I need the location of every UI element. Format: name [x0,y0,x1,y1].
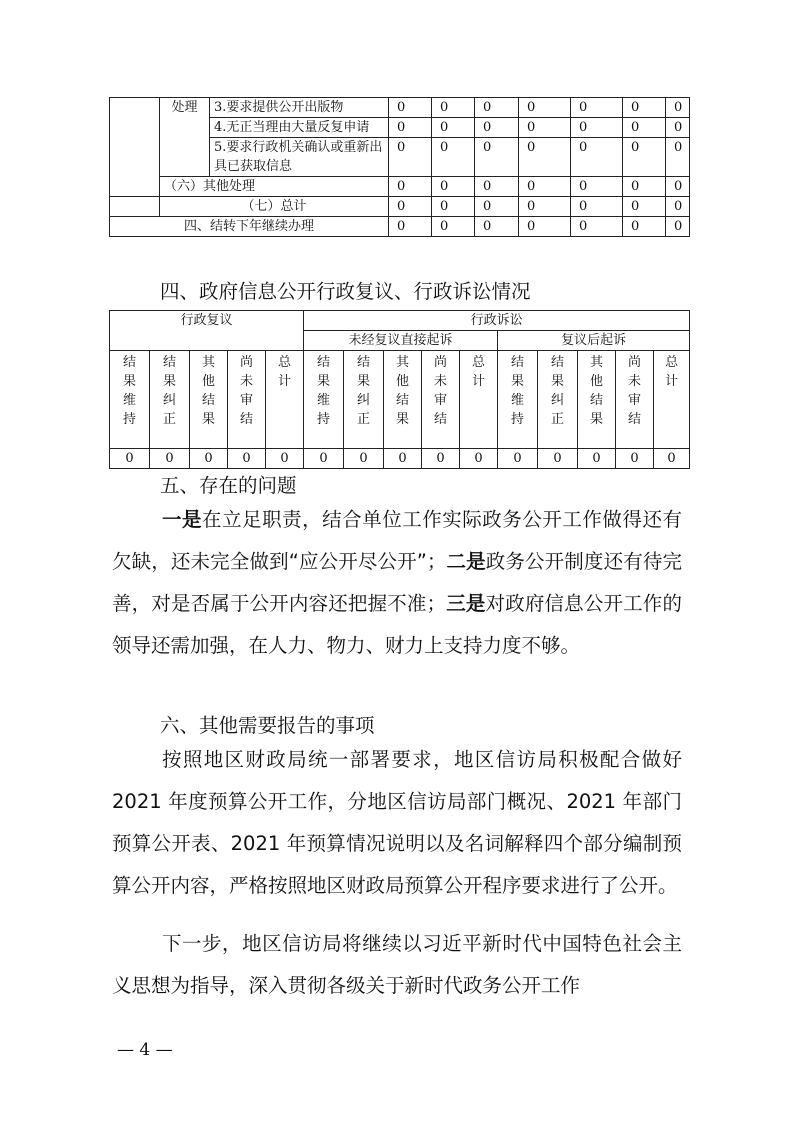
table-cell: 0 [384,449,422,469]
group-label: 处理 [160,98,210,177]
column-header: 其他结果 [190,351,228,449]
table-cell: 0 [623,138,666,177]
table-cell: 0 [190,449,228,469]
row-label: 4.无正当理由大量反复申请 [210,118,389,138]
table-row [110,98,690,118]
section-6-paragraph-1: 按照地区财政局统一部署要求，地区信访局积极配合做好 2021 年度预算公开工作，分地区信访局部门概况、2021 年部门预算公开表、2021 年预算情况说明以及名词解释四个部分编制预算公开内容，严格按照地区财政局预算公开程序要求进行了公开。 [112,748,682,897]
table-cell: 0 [432,177,475,197]
litigation-header: 行政诉讼 [304,311,690,331]
table-cell: 0 [571,118,623,138]
row-label: （七）总计 [160,197,389,217]
table-cell: 0 [475,177,519,197]
point-2-text: 政务公开制度还有待完善，对是否属于公开内容还把握不准； [112,550,682,615]
column-header: 结果纠正 [150,351,190,449]
table-row [110,449,690,469]
table-cell: 0 [623,98,666,118]
column-header: 结果维持 [498,351,538,449]
section-6-paragraph-2: 下一步，地区信访局将继续以习近平新时代中国特色社会主义思想为指导，深入贯彻各级关于新时代政务公开工作 [112,932,682,997]
table-cell: 0 [475,118,519,138]
point-1-text: 在立足职责，结合单位工作实际政务公开工作做得还有欠缺，还未完全做到“应公开尽公开”； [112,508,682,573]
column-header: 尚未审结 [616,351,654,449]
row-label: 四、结转下年继续办理 [110,217,389,237]
table-cell: 0 [519,197,571,217]
table-cell: 0 [389,197,432,217]
table-cell: 0 [432,138,475,177]
column-header: 结果维持 [110,351,150,449]
table-cell: 0 [150,449,190,469]
column-header: 其他结果 [384,351,422,449]
column-header: 尚未审结 [422,351,460,449]
table-cell: 0 [344,449,384,469]
point-3-text: 对政府信息公开工作的领导还需加强，在人力、物力、财力上支持力度不够。 [112,592,682,657]
table-cell: 0 [666,177,690,197]
table-cell: 0 [623,177,666,197]
table-cell: 0 [616,449,654,469]
table-cell: 0 [389,217,432,237]
table-cell: 0 [654,449,690,469]
disposal-table [109,97,690,237]
review-litigation-table [109,310,690,469]
table-row [110,197,690,217]
table-cell: 0 [389,118,432,138]
table-cell: 0 [432,118,475,138]
table-cell: 0 [519,98,571,118]
table-cell: 0 [498,449,538,469]
table-cell: 0 [432,98,475,118]
section-5-body [112,499,682,667]
table-cell: 0 [623,118,666,138]
table-cell: 0 [475,217,519,237]
table-cell: 0 [519,138,571,177]
table-cell: 0 [389,138,432,177]
point-1-label: 一是 [162,508,203,531]
table-cell: 0 [389,177,432,197]
section-4-title: 四、政府信息公开行政复议、行政诉讼情况 [160,280,531,303]
table-cell: 0 [538,449,578,469]
point-3-label: 三是 [446,592,486,615]
table-cell: 0 [228,449,266,469]
column-header: 结果维持 [304,351,344,449]
column-header: 总计 [654,351,690,449]
table-cell: 0 [571,197,623,217]
table-cell: 0 [571,177,623,197]
table-cell-blank [110,197,160,217]
row-label: 3.要求提供公开出版物 [210,98,389,118]
table-cell: 0 [666,138,690,177]
table-cell: 0 [519,217,571,237]
review-header: 行政复议 [110,311,304,351]
table-cell: 0 [304,449,344,469]
table-cell: 0 [475,98,519,118]
table-row [110,217,690,237]
table-cell: 0 [666,217,690,237]
table-cell: 0 [460,449,498,469]
table-cell: 0 [475,138,519,177]
table-cell: 0 [666,98,690,118]
point-2-label: 二是 [446,550,486,573]
table-cell: 0 [422,449,460,469]
table-header-row [110,351,690,449]
column-header: 尚未审结 [228,351,266,449]
table-cell: 0 [475,197,519,217]
table-cell: 0 [519,118,571,138]
column-header: 其他结果 [578,351,616,449]
row-label: 5.要求行政机关确认或重新出具已获取信息 [210,138,389,177]
column-header: 结果纠正 [344,351,384,449]
column-header: 结果纠正 [538,351,578,449]
table-cell: 0 [578,449,616,469]
table-cell: 0 [389,98,432,118]
table-row [110,177,690,197]
row-label: （六）其他处理 [160,177,389,197]
column-header: 总计 [266,351,304,449]
table-cell: 0 [519,177,571,197]
table-cell: 0 [571,98,623,118]
table-cell: 0 [110,449,150,469]
table-cell: 0 [623,217,666,237]
table-cell: 0 [432,197,475,217]
table-cell: 0 [666,197,690,217]
table-cell: 0 [666,118,690,138]
after-review-header: 复议后起诉 [498,331,690,351]
page-number: — 4 — [117,1040,173,1060]
table-cell: 0 [266,449,304,469]
section-6-title: 六、其他需要报告的事项 [160,714,375,737]
direct-litigation-header: 未经复议直接起诉 [304,331,498,351]
table-cell: 0 [432,217,475,237]
table-header-row [110,311,690,331]
table-cell: 0 [623,197,666,217]
column-header: 总计 [460,351,498,449]
table-cell: 0 [571,217,623,237]
table-cell-blank [110,98,160,197]
section-5-title: 五、存在的问题 [160,474,297,497]
table-cell: 0 [571,138,623,177]
